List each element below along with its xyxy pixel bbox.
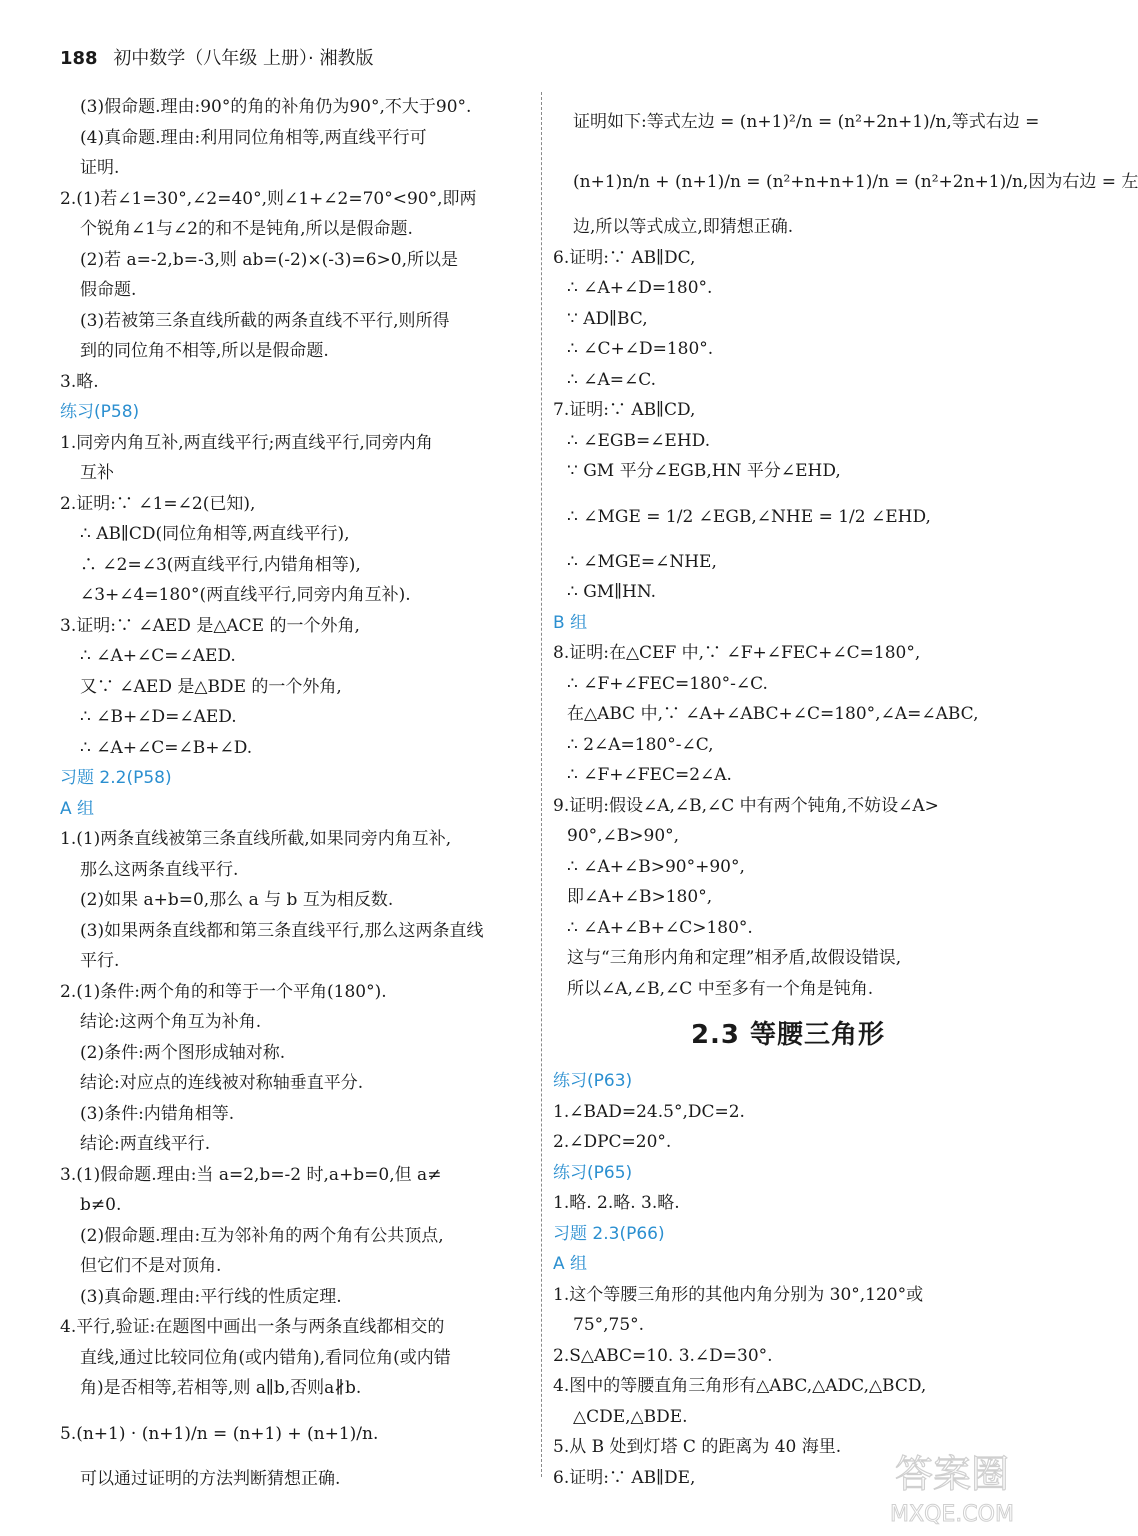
left-column: [60, 92, 530, 1494]
text-line: 到的同位角不相等,所以是假命题.: [80, 341, 329, 361]
text-line: 证明如下:等式左边 = (n+1)²/n = (n²+2n+1)/n,等式右边 =: [573, 112, 1040, 132]
text-line: 这与“三角形内角和定理”相矛盾,故假设错误,: [567, 948, 902, 968]
text-line: 8.证明:在△CEF 中,∵ ∠F+∠FEC+∠C=180°,: [553, 643, 921, 663]
text-line: 4.图中的等腰直角三角形有△ABC,△ADC,△BCD,: [553, 1376, 927, 1396]
text-line: ∴ ∠C+∠D=180°.: [567, 339, 714, 359]
text-line: 结论:对应点的连线被对称轴垂直平分.: [80, 1073, 364, 1093]
text-line: 3.略.: [60, 371, 99, 392]
text-line: (2)如果 a+b=0,那么 a 与 b 互为相反数.: [80, 890, 394, 910]
text-line: (3)假命题.理由:90°的角的补角仍为90°,不大于90°.: [80, 97, 472, 117]
text-line: b≠0.: [80, 1195, 122, 1215]
text-line: 90°,∠B>90°,: [567, 826, 680, 846]
text-line: ∵ GM 平分∠EGB,HN 平分∠EHD,: [567, 461, 841, 481]
text-line: ∴ ∠F+∠FEC=180°-∠C.: [567, 673, 768, 694]
text-line: 证明.: [80, 158, 120, 178]
text-line: ∴ GM∥HN.: [567, 582, 657, 602]
watermark-logo: [872, 1443, 1032, 1531]
text-line: 3.(1)假命题.理由:当 a=2,b=-2 时,a+b=0,但 a≠: [60, 1164, 442, 1185]
text-line: 2.∠DPC=20°.: [553, 1132, 672, 1152]
text-line: 角)是否相等,若相等,则 a∥b,否则a∦b.: [80, 1378, 362, 1398]
text-line: (3)若被第三条直线所截的两条直线不平行,则所得: [80, 310, 450, 331]
watermark-url: MXQE.COM: [890, 1502, 1014, 1527]
text-line: 平行.: [80, 951, 120, 971]
text-line: ∴ ∠2=∠3(两直线平行,内错角相等),: [80, 554, 361, 575]
text-line: (3)如果两条直线都和第三条直线平行,那么这两条直线: [80, 920, 484, 941]
section-heading: 练习(P63): [553, 1071, 633, 1091]
text-line: 1.(1)两条直线被第三条直线所截,如果同旁内角互补,: [60, 829, 452, 849]
text-line: 2.(1)条件:两个角的和等于一个平角(180°).: [60, 981, 387, 1002]
text-line: 假命题.: [80, 280, 137, 300]
text-line: 1.同旁内角互补,两直线平行;两直线平行,同旁内角: [60, 432, 433, 453]
text-line: 在△ABC 中,∵ ∠A+∠ABC+∠C=180°,∠A=∠ABC,: [567, 704, 979, 724]
text-line: ∴ ∠A+∠C=∠AED.: [80, 646, 236, 666]
text-line: 可以通过证明的方法判断猜想正确.: [80, 1468, 341, 1489]
text-line: 1.略. 2.略. 3.略.: [553, 1193, 680, 1213]
watermark-text: 答案圈: [894, 1452, 1010, 1496]
section-title: 2.3 等腰三角形: [690, 1020, 886, 1050]
text-line: ∴ ∠A=∠C.: [567, 369, 657, 390]
text-line: ∠3+∠4=180°(两直线平行,同旁内角互补).: [80, 585, 411, 605]
text-line: 1.∠BAD=24.5°,DC=2.: [553, 1101, 745, 1122]
text-line: 即∠A+∠B>180°,: [567, 887, 713, 907]
text-line: (3)条件:内错角相等.: [80, 1103, 235, 1124]
text-line: (3)真命题.理由:平行线的性质定理.: [80, 1286, 342, 1307]
text-line: ∴ ∠F+∠FEC=2∠A.: [567, 765, 732, 785]
text-line: ∴ ∠A+∠B+∠C>180°.: [567, 917, 753, 938]
text-line: 个锐角∠1与∠2的和不是钝角,所以是假命题.: [80, 219, 413, 239]
text-line: ∴ ∠A+∠D=180°.: [567, 278, 713, 298]
section-heading: 习题 2.2(P58): [60, 768, 172, 788]
text-line: 2.证明:∵ ∠1=∠2(已知),: [60, 493, 256, 514]
column-divider: [541, 92, 542, 1477]
page-header: [60, 44, 373, 70]
text-line: 9.证明:假设∠A,∠B,∠C 中有两个钝角,不妨设∠A>: [553, 795, 939, 816]
text-line: 但它们不是对顶角.: [80, 1256, 222, 1276]
section-heading: B 组: [553, 612, 588, 633]
text-line: 6.证明:∵ AB∥DC,: [553, 247, 696, 268]
text-line: 75°,75°.: [573, 1315, 645, 1335]
text-line: 1.这个等腰三角形的其他内角分别为 30°,120°或: [553, 1284, 924, 1305]
text-line: 又∵ ∠AED 是△BDE 的一个外角,: [80, 676, 342, 697]
text-line: (2)若 a=-2,b=-3,则 ab=(-2)×(-3)=6>0,所以是: [80, 249, 459, 270]
page-number: 188: [60, 48, 98, 69]
text-line: 5.(n+1) · (n+1)/n = (n+1) + (n+1)/n.: [60, 1423, 379, 1444]
text-line: 2.(1)若∠1=30°,∠2=40°,则∠1+∠2=70°<90°,即两: [60, 188, 477, 209]
text-line: ∵ AD∥BC,: [567, 308, 648, 329]
text-line: 结论:这两个角互为补角.: [80, 1012, 262, 1032]
text-line: (4)真命题.理由:利用同位角相等,两直线平行可: [80, 127, 427, 148]
text-line: 互补: [80, 463, 114, 483]
text-line: △CDE,△BDE.: [573, 1406, 688, 1427]
section-heading: 习题 2.3(P66): [553, 1223, 665, 1244]
text-line: 7.证明:∵ AB∥CD,: [553, 400, 696, 420]
book-title: 初中数学（八年级 上册）· 湘教版: [113, 48, 374, 69]
text-line: 结论:两直线平行.: [80, 1134, 211, 1154]
text-line: 边,所以等式成立,即猜想正确.: [573, 217, 794, 237]
text-line: ∴ ∠EGB=∠EHD.: [567, 430, 711, 451]
text-line: ∴ ∠A+∠B>90°+90°,: [567, 856, 745, 877]
text-line: (2)条件:两个图形成轴对称.: [80, 1042, 286, 1063]
text-line: 直线,通过比较同位角(或内错角),看同位角(或内错: [80, 1347, 451, 1368]
text-line: ∴ ∠MGE=∠NHE,: [567, 551, 717, 572]
text-line: (n+1)n/n + (n+1)/n = (n²+n+n+1)/n = (n²+2n+1)/n,因为右边 = 左: [573, 172, 1138, 192]
text-line: (2)假命题.理由:互为邻补角的两个角有公共顶点,: [80, 1225, 444, 1246]
text-line: 所以∠A,∠B,∠C 中至多有一个角是钝角.: [567, 978, 874, 999]
text-line: ∴ ∠MGE = 1/2 ∠EGB,∠NHE = 1/2 ∠EHD,: [567, 506, 931, 527]
text-line: 4.平行,验证:在题图中画出一条与两条直线都相交的: [60, 1317, 445, 1337]
text-line: ∴ ∠B+∠D=∠AED.: [80, 707, 237, 727]
section-heading: A 组: [60, 798, 95, 819]
section-heading: 练习(P58): [60, 402, 140, 422]
text-line: 6.证明:∵ AB∥DE,: [553, 1467, 696, 1488]
section-heading: A 组: [553, 1254, 588, 1274]
text-line: ∴ AB∥CD(同位角相等,两直线平行),: [80, 524, 350, 544]
text-line: 那么这两条直线平行.: [80, 859, 239, 880]
text-line: ∴ ∠A+∠C=∠B+∠D.: [80, 737, 253, 758]
text-line: 5.从 B 处到灯塔 C 的距离为 40 海里.: [553, 1437, 842, 1457]
text-line: 3.证明:∵ ∠AED 是△ACE 的一个外角,: [60, 615, 360, 636]
text-line: ∴ 2∠A=180°-∠C,: [567, 734, 714, 755]
right-column: [553, 92, 1138, 1493]
text-line: 2.S△ABC=10. 3.∠D=30°.: [553, 1345, 773, 1366]
section-heading: 练习(P65): [553, 1162, 633, 1183]
